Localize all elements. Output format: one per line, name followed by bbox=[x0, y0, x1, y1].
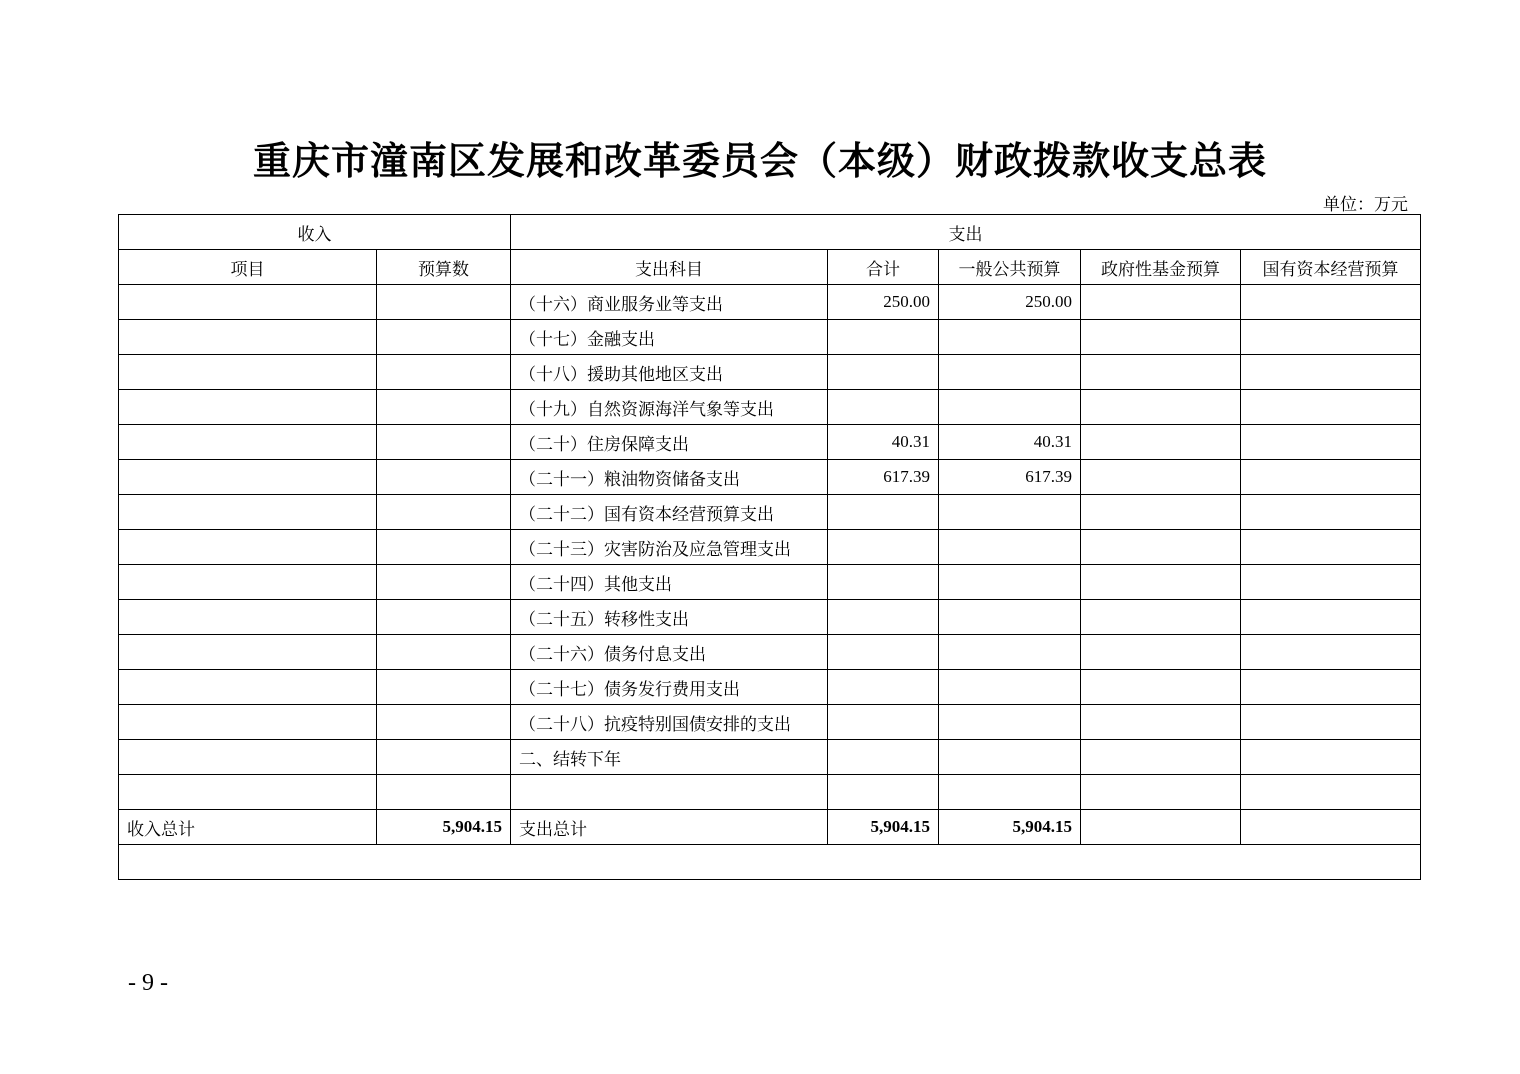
cell-general bbox=[939, 320, 1081, 355]
cell-state bbox=[1241, 600, 1421, 635]
cell-subject: （二十二）国有资本经营预算支出 bbox=[511, 495, 828, 530]
cell-subject: （二十七）债务发行费用支出 bbox=[511, 670, 828, 705]
cell-state bbox=[1241, 705, 1421, 740]
cell-item bbox=[119, 285, 377, 320]
cell-item bbox=[119, 530, 377, 565]
cell-item bbox=[119, 495, 377, 530]
cell-budget bbox=[377, 285, 511, 320]
cell-budget bbox=[377, 600, 511, 635]
table-row bbox=[119, 285, 1421, 320]
cell-fund bbox=[1081, 670, 1241, 705]
cell-general bbox=[939, 670, 1081, 705]
cell-total: 617.39 bbox=[828, 460, 939, 495]
cell-state bbox=[1241, 425, 1421, 460]
cell-state bbox=[1241, 320, 1421, 355]
cell-budget bbox=[377, 355, 511, 390]
cell-total bbox=[828, 355, 939, 390]
cell-general: 250.00 bbox=[939, 285, 1081, 320]
cell-state bbox=[1241, 530, 1421, 565]
cell-general: 40.31 bbox=[939, 425, 1081, 460]
table-row bbox=[119, 635, 1421, 670]
cell-general bbox=[939, 635, 1081, 670]
cell-item bbox=[119, 705, 377, 740]
cell-fund bbox=[1081, 320, 1241, 355]
cell-total bbox=[828, 635, 939, 670]
page-number: - 9 - bbox=[128, 970, 168, 996]
cell-general bbox=[939, 355, 1081, 390]
cell-budget bbox=[377, 635, 511, 670]
cell-state bbox=[1241, 285, 1421, 320]
cell-fund bbox=[1081, 495, 1241, 530]
cell-fund bbox=[1081, 600, 1241, 635]
cell-fund bbox=[1081, 425, 1241, 460]
cell-budget bbox=[377, 390, 511, 425]
income-group-header: 收入 bbox=[119, 215, 511, 250]
cell-fund bbox=[1081, 530, 1241, 565]
table-row bbox=[119, 670, 1421, 705]
cell-budget bbox=[377, 705, 511, 740]
cell-general bbox=[939, 705, 1081, 740]
cell-general bbox=[939, 740, 1081, 775]
cell-state bbox=[1241, 775, 1421, 810]
cell-general bbox=[939, 565, 1081, 600]
cell-budget bbox=[377, 425, 511, 460]
cell-subject: （二十一）粮油物资储备支出 bbox=[511, 460, 828, 495]
cell-total bbox=[828, 775, 939, 810]
cell-total bbox=[828, 600, 939, 635]
table-row bbox=[119, 425, 1421, 460]
budget-table bbox=[118, 214, 1421, 880]
cell-item bbox=[119, 355, 377, 390]
cell-subject: （十七）金融支出 bbox=[511, 320, 828, 355]
cell-subject: （二十八）抗疫特别国债安排的支出 bbox=[511, 705, 828, 740]
cell-state bbox=[1241, 390, 1421, 425]
income-total-label: 收入总计 bbox=[119, 810, 377, 845]
table-body bbox=[119, 285, 1421, 880]
income-total-value: 5,904.15 bbox=[377, 810, 511, 845]
cell-item bbox=[119, 390, 377, 425]
expense-total-value: 5,904.15 bbox=[828, 810, 939, 845]
page-title: 重庆市潼南区发展和改革委员会（本级）财政拨款收支总表 bbox=[252, 138, 1267, 183]
totals-row bbox=[119, 810, 1421, 845]
table-row bbox=[119, 390, 1421, 425]
expense-group-header: 支出 bbox=[511, 215, 1421, 250]
table-row bbox=[119, 530, 1421, 565]
cell-item bbox=[119, 320, 377, 355]
table-row bbox=[119, 705, 1421, 740]
cell-fund bbox=[1081, 460, 1241, 495]
cell-subject: （十六）商业服务业等支出 bbox=[511, 285, 828, 320]
cell-general bbox=[939, 600, 1081, 635]
expense-state-total-value bbox=[1241, 810, 1421, 845]
cell-item bbox=[119, 775, 377, 810]
table-row bbox=[119, 495, 1421, 530]
column-header-subject: 支出科目 bbox=[511, 250, 828, 285]
column-header-row bbox=[119, 250, 1421, 285]
cell-fund bbox=[1081, 775, 1241, 810]
cell-total: 40.31 bbox=[828, 425, 939, 460]
cell-item bbox=[119, 460, 377, 495]
cell-general bbox=[939, 775, 1081, 810]
cell-state bbox=[1241, 565, 1421, 600]
cell-state bbox=[1241, 740, 1421, 775]
cell-state bbox=[1241, 495, 1421, 530]
table-row bbox=[119, 565, 1421, 600]
cell-total bbox=[828, 740, 939, 775]
cell-budget bbox=[377, 565, 511, 600]
cell-item bbox=[119, 635, 377, 670]
cell-state bbox=[1241, 635, 1421, 670]
expense-total-label: 支出总计 bbox=[511, 810, 828, 845]
cell-total: 250.00 bbox=[828, 285, 939, 320]
cell-total bbox=[828, 530, 939, 565]
cell-subject: （二十）住房保障支出 bbox=[511, 425, 828, 460]
cell-budget bbox=[377, 740, 511, 775]
cell-total bbox=[828, 390, 939, 425]
cell-subject: （二十六）债务付息支出 bbox=[511, 635, 828, 670]
cell-state bbox=[1241, 355, 1421, 390]
cell-state bbox=[1241, 460, 1421, 495]
column-header-fund-budget: 政府性基金预算 bbox=[1081, 250, 1241, 285]
cell-general bbox=[939, 390, 1081, 425]
cell-subject: （二十五）转移性支出 bbox=[511, 600, 828, 635]
cell-budget bbox=[377, 670, 511, 705]
cell-subject: （十八）援助其他地区支出 bbox=[511, 355, 828, 390]
cell-budget bbox=[377, 530, 511, 565]
cell-state bbox=[1241, 670, 1421, 705]
table-row bbox=[119, 775, 1421, 810]
cell-total bbox=[828, 495, 939, 530]
cell-general bbox=[939, 495, 1081, 530]
group-header-row bbox=[119, 215, 1421, 250]
unit-label: 单位：万元 bbox=[1323, 195, 1408, 215]
cell-budget bbox=[377, 775, 511, 810]
table-row bbox=[119, 460, 1421, 495]
cell-subject bbox=[511, 775, 828, 810]
table-row bbox=[119, 320, 1421, 355]
expense-fund-total-value bbox=[1081, 810, 1241, 845]
cell-fund bbox=[1081, 565, 1241, 600]
cell-budget bbox=[377, 495, 511, 530]
column-header-state-capital-budget: 国有资本经营预算 bbox=[1241, 250, 1421, 285]
table-row bbox=[119, 740, 1421, 775]
cell-subject: （二十三）灾害防治及应急管理支出 bbox=[511, 530, 828, 565]
cell-fund bbox=[1081, 285, 1241, 320]
cell-fund bbox=[1081, 635, 1241, 670]
table-row bbox=[119, 355, 1421, 390]
blank-footer-row bbox=[119, 845, 1421, 880]
table-row bbox=[119, 600, 1421, 635]
cell-general bbox=[939, 530, 1081, 565]
column-header-item: 项目 bbox=[119, 250, 377, 285]
column-header-general-budget: 一般公共预算 bbox=[939, 250, 1081, 285]
cell-fund bbox=[1081, 740, 1241, 775]
cell-total bbox=[828, 320, 939, 355]
cell-item bbox=[119, 600, 377, 635]
cell-item bbox=[119, 740, 377, 775]
cell-subject: （二十四）其他支出 bbox=[511, 565, 828, 600]
column-header-budget: 预算数 bbox=[377, 250, 511, 285]
cell-total bbox=[828, 670, 939, 705]
cell-item bbox=[119, 670, 377, 705]
cell-budget bbox=[377, 320, 511, 355]
column-header-total: 合计 bbox=[828, 250, 939, 285]
cell-general: 617.39 bbox=[939, 460, 1081, 495]
cell-item bbox=[119, 425, 377, 460]
expense-general-total-value: 5,904.15 bbox=[939, 810, 1081, 845]
cell-total bbox=[828, 565, 939, 600]
cell-fund bbox=[1081, 355, 1241, 390]
cell-fund bbox=[1081, 390, 1241, 425]
cell-subject: 二、结转下年 bbox=[511, 740, 828, 775]
cell-subject: （十九）自然资源海洋气象等支出 bbox=[511, 390, 828, 425]
blank-footer-cell bbox=[119, 845, 1421, 880]
cell-budget bbox=[377, 460, 511, 495]
cell-item bbox=[119, 565, 377, 600]
cell-total bbox=[828, 705, 939, 740]
cell-fund bbox=[1081, 705, 1241, 740]
